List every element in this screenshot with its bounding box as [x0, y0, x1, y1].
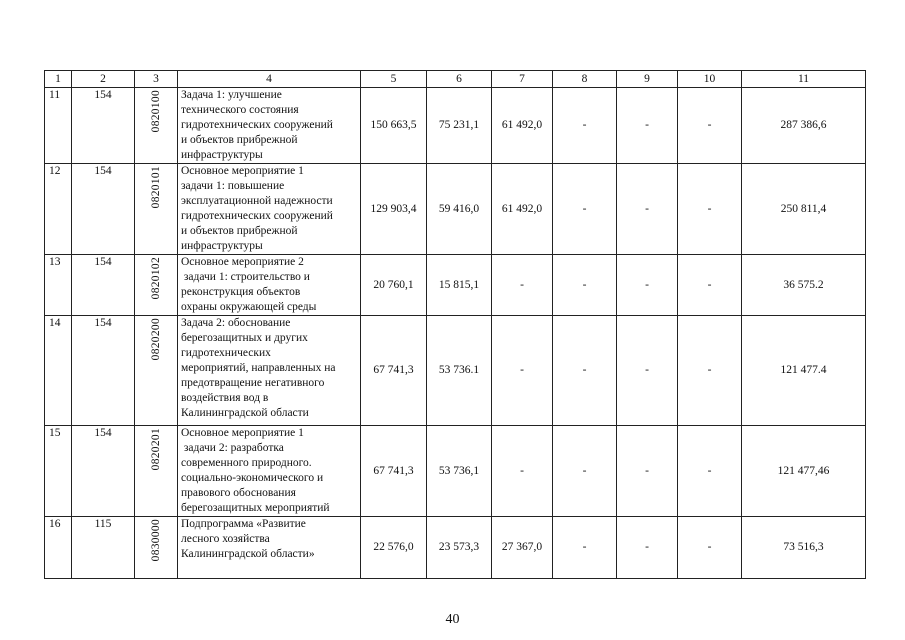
code-cell: 154: [72, 88, 135, 164]
value-cell-8: -: [553, 517, 617, 579]
value-cell-5: 20 760,1: [361, 255, 427, 316]
description-line: реконструкция объектов: [181, 286, 301, 298]
description-line: Задача 1: улучшение: [181, 89, 282, 101]
description-line: берегозащитных и других: [181, 332, 308, 344]
value-cell-8: -: [553, 316, 617, 426]
value-cell-9: -: [617, 517, 678, 579]
code-cell: 115: [72, 517, 135, 579]
description-line: социально-экономического и: [181, 472, 324, 484]
header-row: [45, 71, 866, 88]
value-cell-5: 129 903,4: [361, 164, 427, 255]
value-cell-7: -: [492, 316, 553, 426]
value-cell-10: -: [678, 255, 742, 316]
kbk-cell: [135, 517, 178, 579]
table-row: [45, 88, 866, 164]
kbk-code: 0820201: [149, 428, 162, 471]
table-body: [45, 88, 866, 579]
kbk-cell: [135, 88, 178, 164]
header-cell: 2: [72, 71, 135, 88]
header-cell: 9: [617, 71, 678, 88]
description-line: правового обоснования: [181, 487, 296, 499]
value-cell-6: 53 736,1: [427, 426, 492, 517]
description-cell: [178, 255, 361, 316]
value-cell-10: -: [678, 88, 742, 164]
row-number-cell: 11: [45, 88, 72, 164]
header-cell: 7: [492, 71, 553, 88]
header-cell: 3: [135, 71, 178, 88]
description-line: лесного хозяйства: [181, 533, 270, 545]
value-cell-6: 15 815,1: [427, 255, 492, 316]
description-cell: [178, 316, 361, 426]
value-cell-9: -: [617, 88, 678, 164]
description-line: инфраструктуры: [181, 240, 263, 252]
kbk-cell: [135, 426, 178, 517]
table-row: [45, 517, 866, 579]
row-number-cell: 16: [45, 517, 72, 579]
code-cell: 154: [72, 255, 135, 316]
header-cell: 10: [678, 71, 742, 88]
kbk-code: 0820100: [149, 90, 162, 133]
kbk-cell: [135, 255, 178, 316]
description-line: Подпрограмма «Развитие: [181, 518, 306, 530]
table-row: [45, 316, 866, 426]
value-cell-9: -: [617, 426, 678, 517]
description-line: Калининградской области»: [181, 548, 315, 560]
kbk-code: 0820102: [149, 257, 162, 300]
value-cell-5: 67 741,3: [361, 316, 427, 426]
description-cell: [178, 517, 361, 579]
value-cell-8: -: [553, 426, 617, 517]
value-cell-7: 27 367,0: [492, 517, 553, 579]
kbk-cell: [135, 164, 178, 255]
description-line: эксплуатационной надежности: [181, 195, 333, 207]
total-cell: 250 811,4: [742, 164, 866, 255]
value-cell-10: -: [678, 316, 742, 426]
value-cell-7: 61 492,0: [492, 88, 553, 164]
total-cell: 36 575.2: [742, 255, 866, 316]
description-line: берегозащитных мероприятий: [181, 502, 330, 514]
value-cell-6: 59 416,0: [427, 164, 492, 255]
description-line: современного природного.: [181, 457, 312, 469]
code-cell: 154: [72, 316, 135, 426]
description-line: технического состояния: [181, 104, 299, 116]
value-cell-6: 23 573,3: [427, 517, 492, 579]
kbk-code: 0820200: [149, 318, 162, 361]
header-cell: 4: [178, 71, 361, 88]
total-cell: 121 477,46: [742, 426, 866, 517]
header-cell: 1: [45, 71, 72, 88]
description-line: и объектов прибрежной: [181, 225, 298, 237]
value-cell-8: -: [553, 255, 617, 316]
header-cell: 11: [742, 71, 866, 88]
kbk-code: 0820101: [149, 166, 162, 209]
table-row: [45, 255, 866, 316]
description-line: Калининградской области: [181, 407, 309, 419]
value-cell-7: 61 492,0: [492, 164, 553, 255]
code-cell: 154: [72, 164, 135, 255]
value-cell-10: -: [678, 164, 742, 255]
description-cell: [178, 164, 361, 255]
description-cell: [178, 88, 361, 164]
description-line: гидротехнических сооружений: [181, 210, 333, 222]
table-row: [45, 164, 866, 255]
total-cell: 73 516,3: [742, 517, 866, 579]
description-line: задачи 2: разработка: [181, 442, 284, 454]
value-cell-9: -: [617, 316, 678, 426]
description-line: Основное мероприятие 1: [181, 427, 304, 439]
value-cell-8: -: [553, 164, 617, 255]
row-number-cell: 12: [45, 164, 72, 255]
value-cell-6: 75 231,1: [427, 88, 492, 164]
kbk-code: 0830000: [149, 519, 162, 562]
description-line: и объектов прибрежной: [181, 134, 298, 146]
value-cell-10: -: [678, 517, 742, 579]
row-number-cell: 15: [45, 426, 72, 517]
total-cell: 287 386,6: [742, 88, 866, 164]
description-line: мероприятий, направленных на: [181, 362, 336, 374]
description-line: воздействия вод в: [181, 392, 269, 404]
value-cell-9: -: [617, 164, 678, 255]
description-line: гидротехнических: [181, 347, 271, 359]
total-cell: 121 477.4: [742, 316, 866, 426]
description-line: Основное мероприятие 2: [181, 256, 304, 268]
description-line: гидротехнических сооружений: [181, 119, 333, 131]
row-number-cell: 14: [45, 316, 72, 426]
code-cell: 154: [72, 426, 135, 517]
value-cell-5: 150 663,5: [361, 88, 427, 164]
value-cell-5: 22 576,0: [361, 517, 427, 579]
budget-table: [44, 70, 866, 579]
page-number: 40: [445, 612, 460, 627]
description-line: Задача 2: обоснование: [181, 317, 291, 329]
header-cell: 6: [427, 71, 492, 88]
description-line: предотвращение негативного: [181, 377, 325, 389]
value-cell-8: -: [553, 88, 617, 164]
description-cell: [178, 426, 361, 517]
description-line: Основное мероприятие 1: [181, 165, 304, 177]
header-cell: 5: [361, 71, 427, 88]
description-line: инфраструктуры: [181, 149, 263, 161]
value-cell-10: -: [678, 426, 742, 517]
description-line: задачи 1: строительство и: [181, 271, 310, 283]
value-cell-9: -: [617, 255, 678, 316]
description-line: охраны окружающей среды: [181, 301, 317, 313]
value-cell-7: -: [492, 426, 553, 517]
header-cell: 8: [553, 71, 617, 88]
value-cell-6: 53 736.1: [427, 316, 492, 426]
row-number-cell: 13: [45, 255, 72, 316]
description-line: задачи 1: повышение: [181, 180, 285, 192]
value-cell-5: 67 741,3: [361, 426, 427, 517]
table-row: [45, 426, 866, 517]
kbk-cell: [135, 316, 178, 426]
value-cell-7: -: [492, 255, 553, 316]
